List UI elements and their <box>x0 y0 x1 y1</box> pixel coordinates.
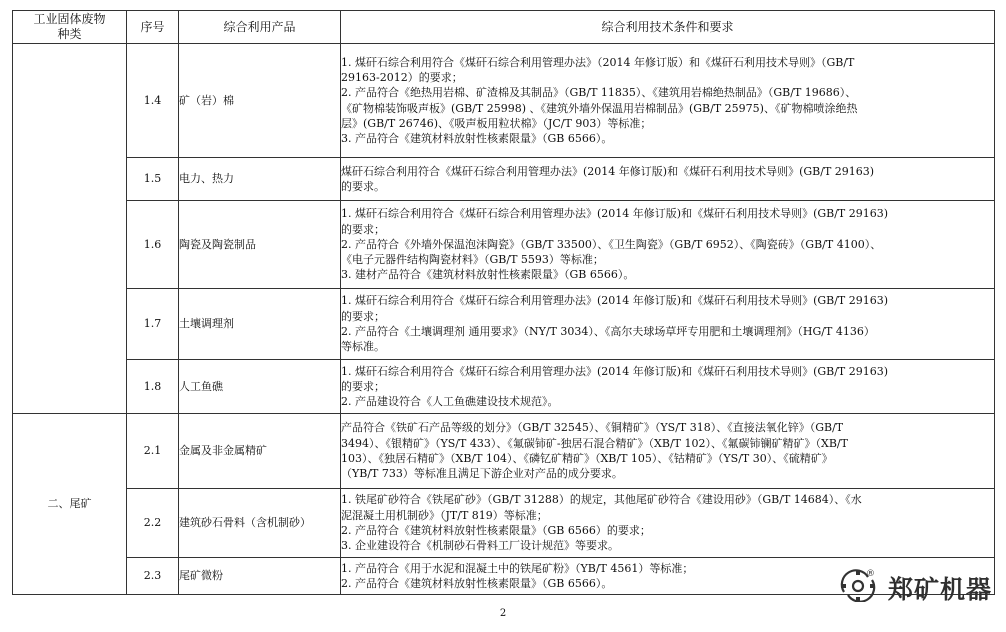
header-product: 综合利用产品 <box>179 11 341 44</box>
requirement-line: 2. 产品符合《土壤调理剂 通用要求》（NY/T 3034）、《高尔夫球场草坪专用肥和土壤调理剂》（HG/T 4136） <box>341 325 875 338</box>
requirement-line: 的要求； <box>341 379 385 393</box>
requirement-line: 泥混凝土用机制砂》（JT/T 819）等标准； <box>341 508 548 522</box>
table-row <box>13 201 995 289</box>
watermark-text: 郑矿机器 <box>888 575 993 604</box>
standards-table <box>12 10 995 595</box>
product-cell: 电力、热力 <box>179 158 341 201</box>
requirement-line: 3. 产品符合《建筑材料放射性核素限量》（GB 6566）。 <box>341 132 613 146</box>
requirement-line: （YB/T 733）等标准且满足下游企业对产品的成分要求。 <box>341 467 623 481</box>
product-cell: 土壤调理剂 <box>179 289 341 360</box>
requirement-line: 2. 产品符合《建筑材料放射性核素限量》（GB 6566）。 <box>341 577 613 590</box>
requirement-line: 1. 煤矸石综合利用符合《煤矸石综合利用管理办法》(2014 年修订版)和《煤矸石利用技术导则》(GB/T 29163) <box>341 207 889 221</box>
requirement-line: 等标准。 <box>341 340 385 354</box>
product-cell: 陶瓷及陶瓷制品 <box>179 201 341 289</box>
table-row <box>13 489 995 558</box>
registered-mark: ® <box>866 569 875 579</box>
requirement-line: 1. 煤矸石综合利用符合《煤矸石综合利用管理办法》(2014 年修订版)和《煤矸石利用技术导则》(GB/T 29163) <box>341 364 889 378</box>
number-cell: 2.1 <box>127 414 179 489</box>
requirements-cell <box>341 414 995 489</box>
requirement-line: 103）、《独居石精矿》（XB/T 104）、《磷钇矿精矿》（XB/T 105）、《钴精矿》（YS/T 30）、《硫精矿》 <box>341 452 833 465</box>
header-requirements: 综合利用技术条件和要求 <box>341 11 995 44</box>
product-cell: 金属及非金属精矿 <box>179 414 341 489</box>
requirement-line: 2. 产品符合《外墙外保温泡沫陶瓷》（GB/T 33500）、《卫生陶瓷》（GB/T 6952）、《陶瓷砖》（GB/T 4100）、 <box>341 237 882 251</box>
table-row <box>13 158 995 201</box>
requirement-line: 层》(GB/T 26746)、《吸声板用粒状棉》（JC/T 903）等标准； <box>341 116 652 130</box>
number-cell: 1.4 <box>127 44 179 158</box>
requirement-line: 1. 煤矸石综合利用符合《煤矸石综合利用管理办法》(2014 年修订版)和《煤矸石利用技术导则》(GB/T 29163) <box>341 294 889 308</box>
requirement-line: 《矿物棉装饰吸声板》(GB/T 25998) 、《建筑外墙外保温用岩棉制品》(GB/T 25975)、《矿物棉喷涂绝热 <box>341 101 858 115</box>
requirement-line: 的要求； <box>341 222 385 236</box>
requirement-line: 《电子元器件结构陶瓷材料》（GB/T 5593）等标准； <box>341 253 604 267</box>
number-cell: 2.2 <box>127 489 179 558</box>
requirement-line: 2. 产品符合《绝热用岩棉、矿渣棉及其制品》（GB/T 11835）、《建筑用岩棉绝热制品》（GB/T 19686）、 <box>341 86 857 100</box>
category-cell <box>13 44 127 414</box>
requirement-line: 3. 建材产品符合《建筑材料放射性核素限量》（GB 6566）。 <box>341 268 635 282</box>
table-header-row <box>13 11 995 44</box>
requirement-line: 3494）、《银精矿》（YS/T 433）、《氟碳铈矿-独居石混合精矿》（XB/T 102）、《氟碳铈镧矿精矿》（XB/T <box>341 436 848 450</box>
number-cell: 1.8 <box>127 360 179 414</box>
table-row <box>13 414 995 489</box>
requirement-line: 29163-2012）的要求； <box>341 70 463 84</box>
requirement-line: 的要求； <box>341 309 385 323</box>
number-cell: 1.5 <box>127 158 179 201</box>
product-cell: 人工鱼礁 <box>179 360 341 414</box>
product-cell: 建筑砂石骨料（含机制砂） <box>179 489 341 558</box>
number-cell: 1.7 <box>127 289 179 360</box>
category-cell: 二、尾矿 <box>13 414 127 595</box>
header-category-line1: 工业固体废物 <box>33 12 106 26</box>
header-category <box>13 11 127 44</box>
requirement-line: 3. 企业建设符合《机制砂石骨料工厂设计规范》等要求。 <box>341 539 619 553</box>
brand-watermark <box>838 568 1000 602</box>
header-category-line2: 种类 <box>57 27 82 41</box>
requirement-line: 的要求。 <box>341 180 385 193</box>
table-row <box>13 289 995 360</box>
requirements-cell <box>341 44 995 158</box>
product-cell: 矿（岩）棉 <box>179 44 341 158</box>
requirement-line: 1. 产品符合《用于水泥和混凝土中的铁尾矿粉》（YB/T 4561）等标准； <box>341 561 694 575</box>
number-cell: 1.6 <box>127 201 179 289</box>
requirements-cell <box>341 489 995 558</box>
page-number: 2 <box>499 608 507 619</box>
requirements-cell <box>341 158 995 201</box>
table-row <box>13 44 995 158</box>
requirement-line: 1. 煤矸石综合利用符合《煤矸石综合利用管理办法》（2014 年修订版）和《煤矸石利用技术导则》（GB/T <box>341 55 855 69</box>
requirements-cell <box>341 201 995 289</box>
header-number: 序号 <box>127 11 179 44</box>
table-body <box>13 44 995 595</box>
requirement-line: 煤矸石综合利用符合《煤矸石综合利用管理办法》(2014 年修订版)和《煤矸石利用技术导则》(GB/T 29163) <box>341 164 875 178</box>
requirement-line: 产品符合《铁矿石产品等级的划分》（GB/T 32545）、《铜精矿》（YS/T 318）、《直接法氧化锌》（GB/T <box>341 421 844 435</box>
requirement-line: 1. 铁尾矿砂符合《铁尾矿砂》（GB/T 31288）的规定，其他尾矿砂符合《建设用砂》（GB/T 14684）、《水 <box>341 493 862 507</box>
number-cell: 2.3 <box>127 558 179 595</box>
table-row <box>13 360 995 414</box>
product-cell: 尾矿微粉 <box>179 558 341 595</box>
requirements-cell <box>341 360 995 414</box>
requirements-cell <box>341 289 995 360</box>
gear-logo-icon <box>838 568 886 602</box>
requirement-line: 2. 产品符合《建筑材料放射性核素限量》（GB 6566）的要求； <box>341 524 651 537</box>
requirement-line: 2. 产品建设符合《人工鱼礁建设技术规范》。 <box>341 395 559 409</box>
